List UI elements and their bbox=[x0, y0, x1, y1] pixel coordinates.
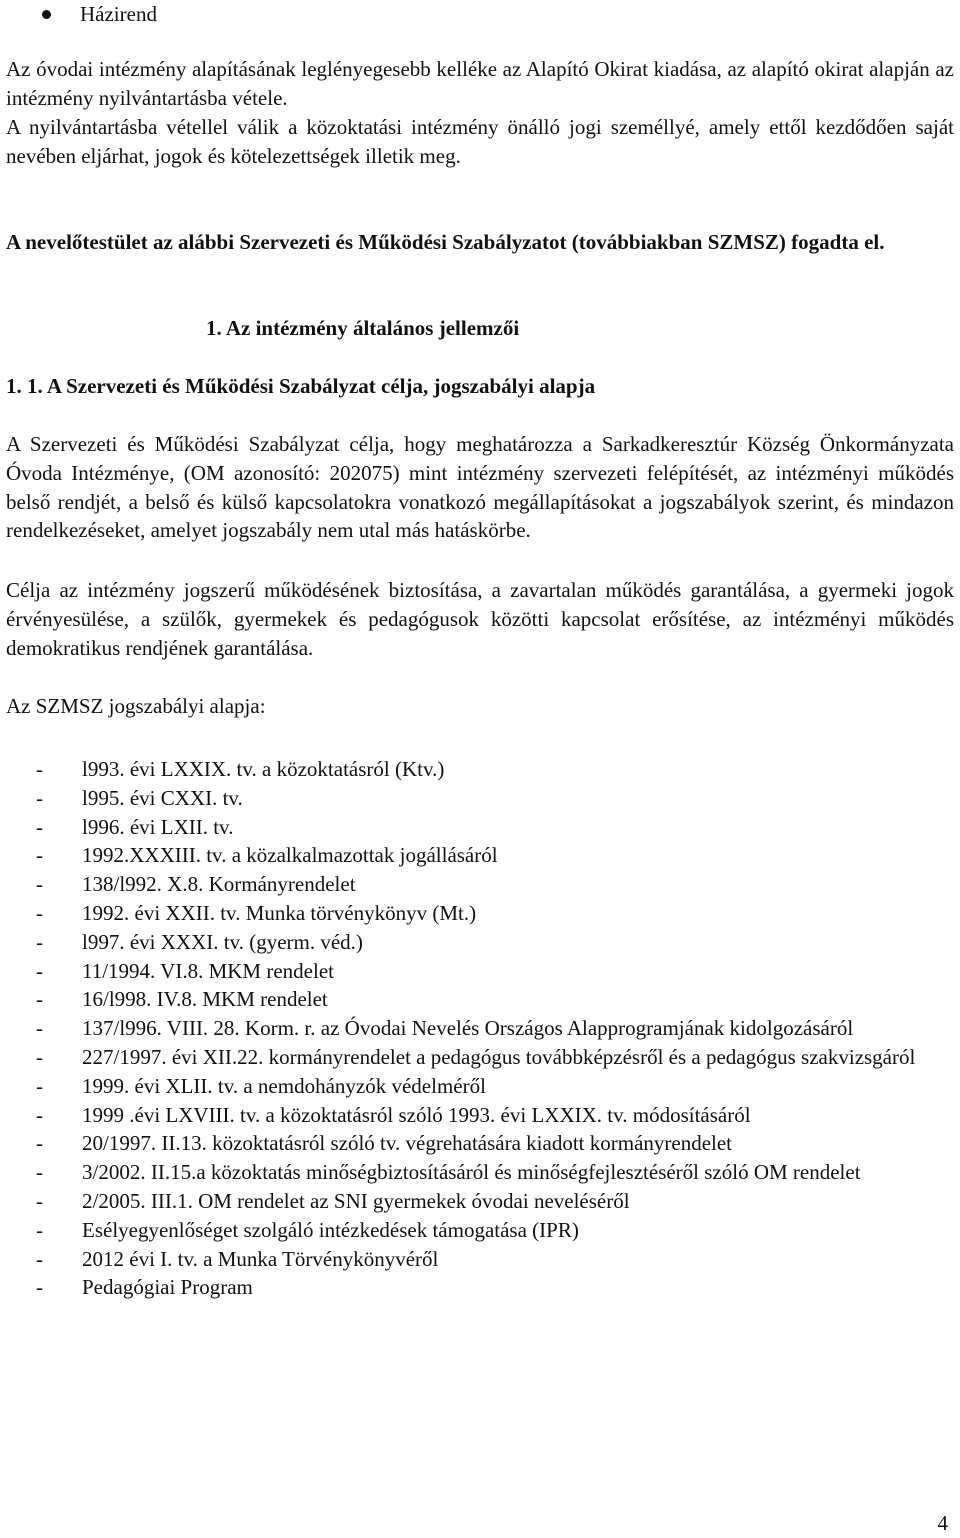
list-item bbox=[6, 813, 954, 842]
list-dash: - bbox=[36, 1217, 43, 1242]
list-item bbox=[6, 755, 954, 784]
list-item bbox=[6, 841, 954, 870]
list-dash: - bbox=[36, 900, 43, 925]
list-item bbox=[6, 1072, 954, 1101]
list-item bbox=[6, 1187, 954, 1216]
goal-paragraph: Célja az intézmény jogszerű működésének biztosítása, a zavartalan működés garantálása, a gyermeki jogok érvényesülése, a szülők, gyermekek és pedagógusok közötti kapcsolat erősítése, az intézményi működés demokratikus rendjének garantálása. bbox=[6, 578, 954, 660]
list-item bbox=[6, 784, 954, 813]
list-dash: - bbox=[36, 1246, 43, 1271]
list-dash: - bbox=[36, 757, 43, 781]
adoption-statement: A nevelőtestület az alábbi Szervezeti és Működési Szabályzatot (továbbiakban SZMSZ) fogadta el. bbox=[6, 230, 885, 254]
list-item bbox=[6, 899, 954, 928]
list-dash: - bbox=[36, 1131, 43, 1156]
list-dash: - bbox=[36, 1016, 43, 1041]
list-dash: - bbox=[36, 1044, 43, 1069]
list-item-text: 2012 évi I. tv. a Munka Törvénykönyvéről bbox=[82, 1246, 439, 1271]
list-item-text: l995. évi CXXI. tv. bbox=[82, 785, 243, 810]
list-item-text: 1992. évi XXII. tv. Munka törvénykönyv (Mt.) bbox=[82, 900, 477, 925]
list-dash: - bbox=[36, 987, 43, 1012]
list-item-text: 138/l992. X.8. Kormányrendelet bbox=[82, 872, 356, 897]
list-item-text: l996. évi LXII. tv. bbox=[82, 814, 234, 839]
list-item bbox=[6, 1273, 954, 1302]
list-item-text: 227/1997. évi XII.22. kormányrendelet a pedagógus továbbképzésről és a pedagógus szakvizsgáról bbox=[82, 1044, 916, 1069]
list-item bbox=[6, 870, 954, 899]
purpose-paragraph: A Szervezeti és Működési Szabályzat célja, hogy meghatározza a Sarkadkeresztúr Község Önkormányzata Óvoda Intézménye, (OM azonosító: 202075) mint intézmény szervezeti felépítését, az intézményi működés belső rendjét, a belső és külső kapcsolatokra vonatkozó megállapításokat a jogszabályok szerint, és mindazon rendelkezéseket, amelyet jogszabály nem utal más hatáskörbe. bbox=[6, 432, 954, 543]
list-item bbox=[6, 1101, 954, 1130]
list-item bbox=[6, 1158, 954, 1187]
list-item-text: Pedagógiai Program bbox=[82, 1275, 253, 1300]
list-dash: - bbox=[36, 1160, 43, 1185]
list-item-text: l997. évi XXXI. tv. (gyerm. véd.) bbox=[82, 929, 363, 954]
intro-paragraph: Az óvodai intézmény alapításának leglényegesebb kelléke az Alapító Okirat kiadása, az alapító okirat alapján az intézmény nyilvántartásba vétele. bbox=[6, 57, 954, 110]
page-number: 4 bbox=[937, 1511, 948, 1535]
list-item-text: 16/l998. IV.8. MKM rendelet bbox=[82, 987, 328, 1012]
list-item-text: 1992.XXXIII. tv. a közalkalmazottak jogállásáról bbox=[82, 843, 498, 868]
list-item-text: 2/2005. III.1. OM rendelet az SNI gyermekek óvodai neveléséről bbox=[82, 1188, 630, 1213]
list-dash: - bbox=[36, 843, 43, 868]
bullet-item-text: Házirend bbox=[80, 2, 157, 26]
list-item-text: l993. évi LXXIX. tv. a közoktatásról (Ktv.) bbox=[82, 757, 445, 781]
list-dash: - bbox=[36, 1102, 43, 1127]
section-heading: 1. Az intézmény általános jellemzői bbox=[206, 316, 520, 340]
list-item-text: 1999. évi XLII. tv. a nemdohányzók védelméről bbox=[82, 1073, 486, 1098]
list-dash: - bbox=[36, 1275, 43, 1300]
list-item bbox=[6, 1129, 954, 1158]
list-item bbox=[6, 1043, 954, 1072]
list-dash: - bbox=[36, 814, 43, 839]
list-item-text: Esélyegyenlőséget szolgáló intézkedések támogatása (IPR) bbox=[82, 1217, 579, 1242]
list-item-text: 1999 .évi LXVIII. tv. a közoktatásról szóló 1993. évi LXXIX. tv. módosításáról bbox=[82, 1102, 751, 1127]
list-item bbox=[6, 1014, 954, 1043]
subsection-heading: 1. 1. A Szervezeti és Működési Szabályzat célja, jogszabályi alapja bbox=[6, 374, 596, 398]
list-item bbox=[6, 1245, 954, 1274]
list-item bbox=[6, 1216, 954, 1245]
intro-paragraph-2: A nyilvántartásba vétellel válik a közoktatási intézmény önálló jogi személlyé, amely ettől kezdődően saját nevében eljárhat, jogok és kötelezettségek illetik meg. bbox=[6, 115, 954, 168]
list-dash: - bbox=[36, 958, 43, 983]
legal-basis-heading: Az SZMSZ jogszabályi alapja: bbox=[6, 694, 266, 718]
list-item-text: 20/1997. II.13. közoktatásról szóló tv. végrehatására kiadott kormányrendelet bbox=[82, 1131, 733, 1156]
bullet-icon bbox=[42, 10, 51, 19]
list-item bbox=[6, 957, 954, 986]
list-dash: - bbox=[36, 1188, 43, 1213]
list-dash: - bbox=[36, 1073, 43, 1098]
list-item bbox=[6, 985, 954, 1014]
list-item bbox=[6, 928, 954, 957]
legal-basis-list bbox=[6, 755, 954, 1302]
list-dash: - bbox=[36, 929, 43, 954]
list-item-text: 11/1994. VI.8. MKM rendelet bbox=[82, 958, 334, 983]
list-item-text: 137/l996. VIII. 28. Korm. r. az Óvodai Nevelés Országos Alapprogramjának kidolgozásáról bbox=[82, 1016, 854, 1041]
list-dash: - bbox=[36, 785, 43, 810]
list-item-text: 3/2002. II.15.a közoktatás minőségbiztosításáról és minőségfejlesztéséről szóló OM rendelet bbox=[82, 1160, 861, 1185]
list-dash: - bbox=[36, 872, 43, 897]
